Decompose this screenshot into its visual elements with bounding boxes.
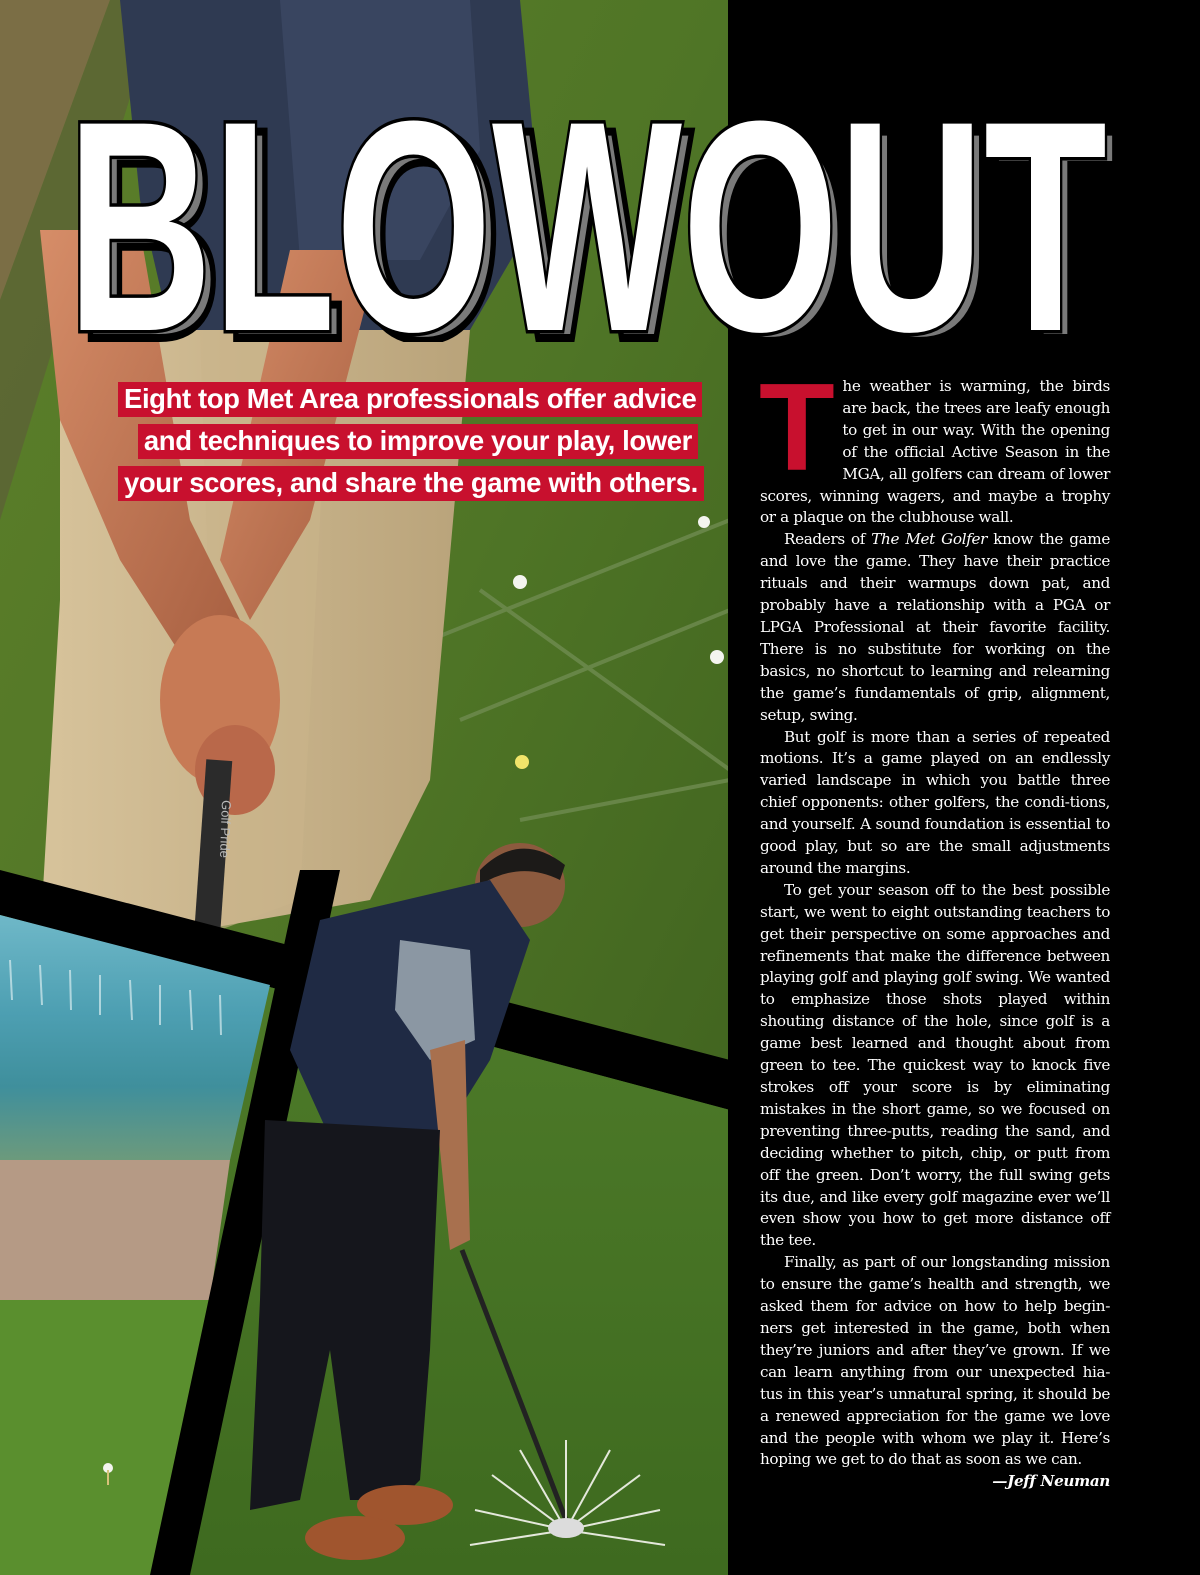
deck-line-2: and techniques to improve your play, lower [138,424,698,459]
subtitle-deck [118,378,698,504]
drop-cap: T [759,359,835,497]
paragraph-1-text: he weather is warming, the birds are back, the trees are leafy enough to get in our way. With the opening of the official Active Season in the MGA, all golfers can dream of lower scores, winning wagers, and maybe a trophy or a plaque on the clubhouse wall. [760,377,1110,527]
paragraph-2-text: know the game and love the game. They have their practice rituals and their warmups down pat, and probably have a relationship with a PGA or LPGA Professional at their favorite facility. There is no substitute for working on the basics, no shortcut to learning and relearning the game’s fundamentals of grip, alignment, setup, swing. [760,530,1110,724]
headline-graphic [52,92,1122,342]
headline-text: BLOWOUT [67,92,1107,342]
publication-title: The Met Golfer [871,530,988,549]
grip-brand-text: Golf Pride [216,799,234,859]
paragraph-1 [759,359,1110,529]
headline-shadow: BLOWOUT [77,92,1117,342]
paragraph-2-lead: Readers of [784,530,872,549]
author-byline: —Jeff Neuman [992,1472,1110,1491]
deck-line-3: your scores, and share the game with others. [118,466,704,501]
headline [52,92,1122,342]
paragraph-4: To get your season off to the best possible start, we went to eight outstanding teachers to get their perspective on some approaches and refinements that make the difference between playing golf and playing golf swing. We wanted to emphasize those shots played within shouting distance of the hole, since golf is a game best learned and thought about from green to tee. The quickest way to knock five strokes off your score is by eliminating mistakes in the short game, so we focused on preventing three-putts, reading the sand, and deciding whether to pitch, chip, or putt from off the green. Don’t worry, the full swing gets its due, and like every golf magazine ever we’ll even show you how to get more distance off the tee. [760,880,1110,1250]
paragraph-2 [760,529,1110,726]
paragraph-3: But golf is more than a series of repeated motions. It’s a game played on an endlessly varied landscape in which you battle three chief opponents: other golfers, the condi-tions, and yourself. A sound foundation is essential to good play, but so are the small adjustments around the margins. [760,727,1110,877]
paragraph-5: Finally, as part of our longstanding mission to ensure the game’s health and strength, we asked them for advice on how to help begin-ners get interested in the game, both when they’re juniors and after they’ve grown. If we can learn anything from our unexpected hia-tus in this year’s unnatural spring, it should be a renewed appreciation for the game we love and the people with whom we play it. Here’s hoping we get to do that as soon as we can. [760,1253,1110,1469]
article-body [759,359,1110,1493]
deck-line-1: Eight top Met Area professionals offer advice [118,382,702,417]
